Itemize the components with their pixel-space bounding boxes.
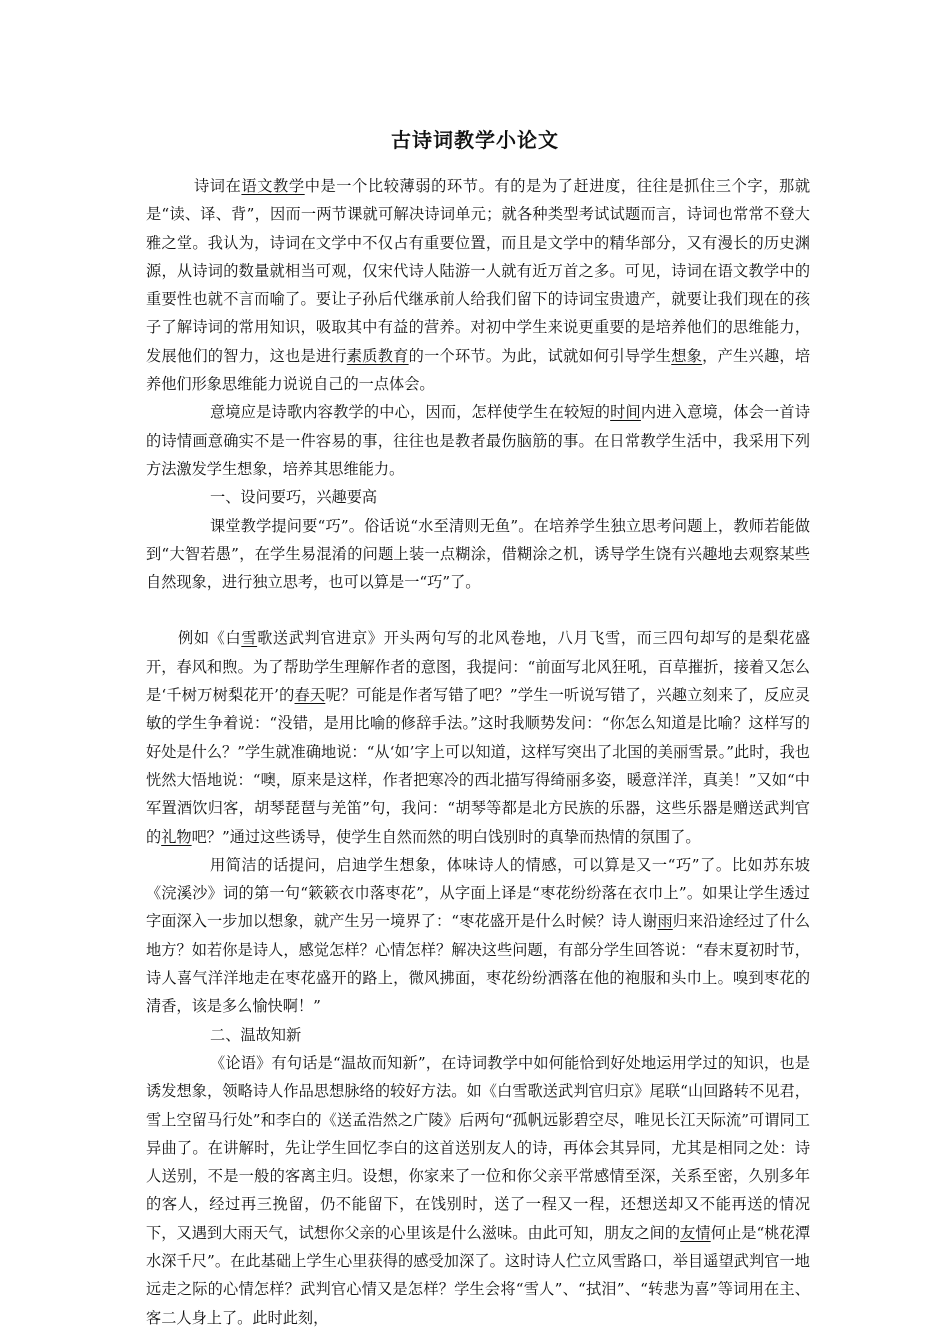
text-run: 用简洁的话提问，启迪学生想象，体味诗人的情感，可以算是又一“巧”了。比如苏东坡《浣溪沙》词的第一句“簌簌衣巾落枣花”，从字面上译是“枣花纷纷落在衣巾上”。如果让学生透过字面深入一步加以想象，就产生另一境界了：“枣花盛开是什么时候？诗人谢 xyxy=(146,855,810,931)
link-youqing[interactable]: 友情 xyxy=(680,1223,711,1242)
paragraph-wengu xyxy=(146,1049,810,1332)
text-run: 归来沿途经过了什么地方？如若你是诗人，感觉怎样？心情怎样？解决这些问题，有部分学生回答说：“春末夏初时节，诗人喜气洋洋地走在枣花盛开的路上，微风拂面，枣花纷纷洒落在他的袍服和头巾上。嗅到枣花的清香，该是多么愉快啊！” xyxy=(146,912,811,1016)
text-run: 《论语》有句话是“温故而知新”，在诗词教学中如何能恰到好处地运用学过的知识，也是诱发想象，领略诗人作品思想脉络的较好方法。如《白雪歌送武判官归京》尾联“山回路转不见君，雪上空留马行处”和李白的《送孟浩然之广陵》后两句“孤帆远影碧空尽，唯见长江天际流”可谓同工异曲了。在讲解时，先让学生回忆李白的这首送别友人的诗，再体会其异同，尤其是相同之处：诗人送别，不是一般的客离主归。设想，你家来了一位和你父亲平常感情至深，关系至密，久别多年的客人，经过再三挽留，仍不能留下，在饯别时，送了一程又一程，还想送却又不能再送的情况下，又遇到大雨天气，试想你父亲的心里该是什么滋味。由此可知，朋友之间的 xyxy=(146,1053,810,1242)
text-run: 诗词在 xyxy=(194,177,242,195)
text-run: 的一个环节。为此，试就如何引导学生 xyxy=(408,346,672,365)
page-title: 古诗词教学小论文 xyxy=(391,128,559,152)
link-chuntian[interactable]: 春天 xyxy=(294,686,326,705)
text-run: 中是一个比较薄弱的环节。有的是为了赶进度，往往是抓住三个字，那就是“读、译、背”，因而一两节课就可解决诗词单元；就各种类型考试试题而言，诗词也常常不登大雅之堂。我认为，诗词在文学中不仅占有重要位置，而且是文学中的精华部分，又有漫长的历史渊源，从诗词的数量就相当可观，仅宋代诗人陆游一人就有近万首之多。可见，诗词在语文教学中的重要性也就不言而喻了。要让子孙后代继承前人给我们留下的诗词宝贵遗产，就要让我们现在的孩子了解诗词的常用知识，吸取其中有益的营养。对初中学生来说更重要的是培养他们的思维能力，发展他们的智力，这也是进行 xyxy=(146,177,811,365)
paragraph-yijing xyxy=(146,398,810,483)
link-xue[interactable]: 雪 xyxy=(241,629,258,648)
link-xiangxiang[interactable]: 想象 xyxy=(671,346,703,365)
link-liwu[interactable]: 礼物 xyxy=(161,827,192,846)
paragraph-intro xyxy=(146,172,810,398)
paragraph-huanxisha xyxy=(146,851,810,1021)
link-yuwen-jiaoxue[interactable]: 语文教学 xyxy=(241,177,305,195)
text-run: 内进入意境，体会一首诗的诗情画意确实不是一件容易的事，往往也是教者最伤脑筋的事。在日常教学生活中，我采用下列方法激发学生想象，培养其思维能力。 xyxy=(146,403,811,478)
blank-line xyxy=(146,596,810,624)
paragraph-tiwen: 课堂教学提问要“巧”。俗话说“水至清则无鱼”。在培养学生独立思考问题上，教师若能做到“大智若愚”，在学生易混淆的问题上装一点糊涂，借糊涂之机，诱导学生饶有兴趣地去观察某些自然现象，进行独立思考，也可以算是一“巧”了。 xyxy=(146,516,810,592)
text-run: 呢？可能是作者写错了吧？”学生一听说写错了，兴趣立刻来了，反应灵敏的学生争着说：“没错，是用比喻的修辞手法。”这时我顺势发问：“你怎么知道是比喻？这样写的好处是什么？”学生就准确地说：“从‘如’字上可以知道，这样写突出了北国的美丽雪景。”此时，我也恍然大悟地说：“噢，原来是这样，作者把寒冷的西北描写得绮丽多姿，暖意洋洋，真美！”又如“中军置酒饮归客，胡琴琵琶与羌笛”句，我问：“胡琴等都是北方民族的乐器，这些乐器是赠送武判官的 xyxy=(146,686,811,846)
section-heading-1: 一、设问要巧，兴趣要高 xyxy=(210,488,378,507)
text-run: 意境应是诗歌内容教学的中心，因而，怎样使学生在较短的 xyxy=(210,403,611,422)
link-suzhi-jiaoyu[interactable]: 素质教育 xyxy=(346,346,409,365)
text-run: 吧？”通过这些诱导，使学生自然而然的明白饯别时的真挚而热情的氛围了。 xyxy=(191,827,701,846)
paragraph-example-baixue xyxy=(146,624,810,850)
text-run: 歌送武判官进京》开头两句写的北风卷地，八月飞雪，而三四句却写的是梨花盛开，春风和煦。为了帮助学生理解作者的意图，我提问：“前面写北风狂吼，百草摧折，接着又怎么是‘千树万树梨花开’的 xyxy=(146,629,811,705)
article-body xyxy=(146,172,810,1332)
text-run: 何止是“桃花潭水深千尺”。在此基础上学生心里获得的感受加深了。这时诗人伫立风雪路口，举目遥望武判官一地远走之际的心情怎样？武判官心情又是怎样？学生会将“雪人”、“拭泪”、“转悲为喜”等词用在主、客二人身上了。此时此刻， xyxy=(146,1223,811,1327)
text-run: 例如《白 xyxy=(178,629,242,648)
link-yu[interactable]: 雨 xyxy=(657,912,673,931)
link-shijian[interactable]: 时间 xyxy=(610,403,641,422)
section-heading-2: 二、温故知新 xyxy=(210,1025,302,1044)
text-run: ，产生兴趣，培养他们形象思维能力说说自己的一点体会。 xyxy=(146,346,811,394)
